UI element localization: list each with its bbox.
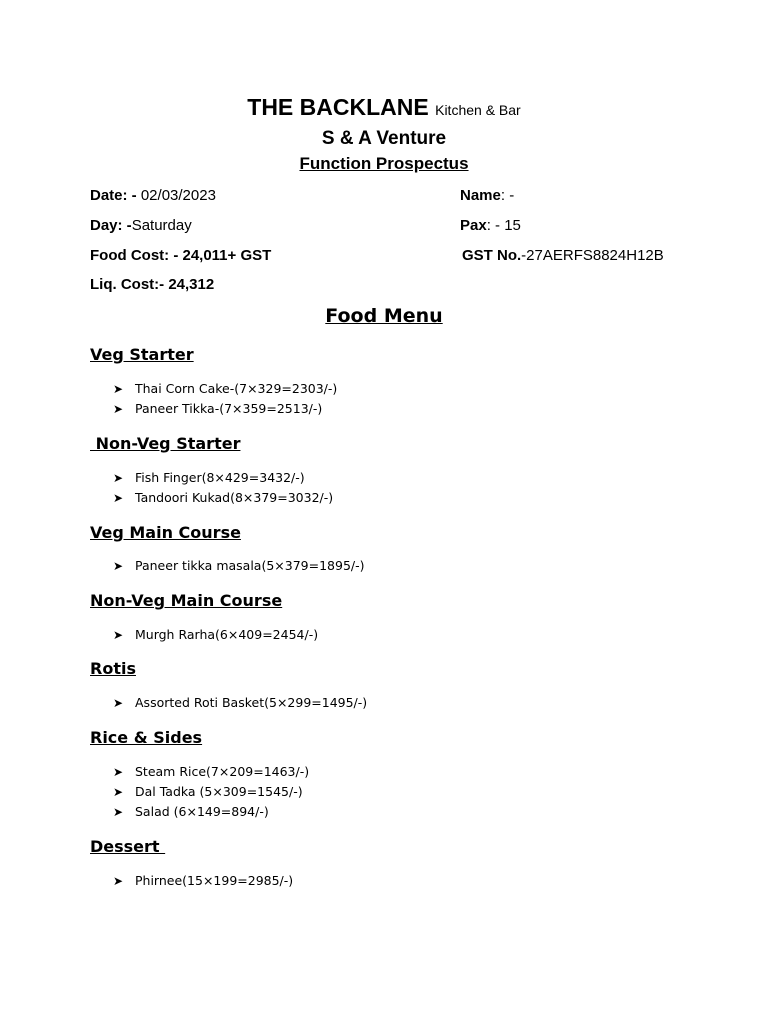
date-value: 02/03/2023 (136, 187, 216, 204)
arrow-bullet-icon: ➤ (113, 874, 124, 888)
pax-row (460, 217, 521, 234)
food-cost-row (90, 247, 271, 264)
pax-label: Pax (460, 217, 487, 234)
arrow-bullet-icon: ➤ (113, 805, 124, 819)
menu-item: ➤ Phirnee(15×199=2985/-) (113, 873, 294, 888)
menu-item: ➤ Tandoori Kukad(8×379=3032/-) (113, 490, 334, 505)
menu-item: ➤ Paneer tikka masala(5×379=1895/-) (113, 558, 365, 573)
arrow-bullet-icon: ➤ (113, 696, 124, 710)
menu-item: ➤ Murgh Rarha(6×409=2454/-) (113, 627, 319, 642)
section-heading-rotis: Rotis (90, 659, 136, 678)
restaurant-name: THE BACKLANE (247, 94, 429, 120)
day-row (90, 217, 192, 234)
menu-item: ➤ Assorted Roti Basket(5×299=1495/-) (113, 695, 368, 710)
menu-item: ➤ Fish Finger(8×429=3432/-) (113, 470, 305, 485)
gst-row (462, 247, 664, 264)
section-heading-rice-sides: Rice & Sides (90, 728, 203, 747)
restaurant-subtitle: Kitchen & Bar (435, 102, 521, 118)
section-heading-dessert: Dessert (90, 837, 166, 856)
arrow-bullet-icon: ➤ (113, 785, 124, 799)
arrow-bullet-icon: ➤ (113, 559, 124, 573)
food-cost: Food Cost: - 24,011+ GST (90, 247, 272, 264)
arrow-bullet-icon: ➤ (113, 765, 124, 779)
arrow-bullet-icon: ➤ (113, 402, 124, 416)
restaurant-title (0, 94, 768, 121)
menu-item: ➤ Paneer Tikka-(7×359=2513/-) (113, 401, 323, 416)
arrow-bullet-icon: ➤ (113, 628, 124, 642)
arrow-bullet-icon: ➤ (113, 491, 124, 505)
day-value: Saturday (131, 217, 192, 234)
date-label: Date: - (90, 187, 137, 204)
pax-value: : - 15 (486, 217, 521, 234)
section-heading-veg-starter: Veg Starter (90, 345, 194, 364)
menu-item: ➤ Dal Tadka (5×309=1545/-) (113, 784, 303, 799)
prospectus-title: Function Prospectus (299, 154, 469, 173)
menu-item: ➤ Salad (6×149=894/-) (113, 804, 269, 819)
liq-cost-row (90, 276, 214, 293)
menu-item: ➤ Steam Rice(7×209=1463/-) (113, 764, 310, 779)
food-menu-title: Food Menu (325, 305, 443, 327)
gst-value: -27AERFS8824H12B (521, 247, 664, 264)
section-heading-non-veg-starter: Non-Veg Starter (90, 434, 241, 453)
arrow-bullet-icon: ➤ (113, 471, 124, 485)
section-heading-veg-main-course: Veg Main Course (90, 523, 241, 542)
arrow-bullet-icon: ➤ (113, 382, 124, 396)
liq-cost: Liq. Cost:- 24,312 (90, 276, 215, 293)
section-heading-non-veg-main-course: Non-Veg Main Course (90, 591, 283, 610)
day-label: Day: - (90, 217, 132, 234)
gst-label: GST No. (462, 247, 522, 264)
venture-name: S & A Venture (321, 128, 447, 149)
date-row (90, 187, 216, 204)
name-row (460, 187, 514, 204)
name-label: Name (460, 187, 501, 204)
name-value: : - (500, 187, 515, 204)
menu-item: ➤ Thai Corn Cake-(7×329=2303/-) (113, 381, 338, 396)
